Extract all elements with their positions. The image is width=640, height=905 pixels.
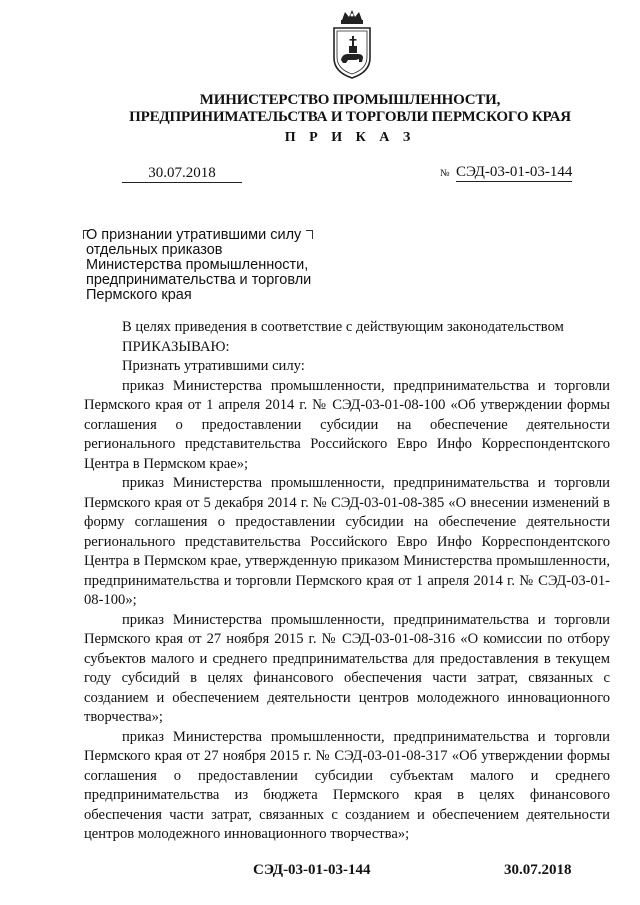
document-body: [84, 318, 610, 845]
subject-line: О признании утратившими силу: [86, 227, 302, 243]
intro-paragraph: В целях приведения в соответствие с действующим законодательством: [122, 319, 564, 335]
subject-line: Министерства промышленности,: [86, 257, 309, 273]
footer-date: 30.07.2018: [504, 862, 572, 878]
document-date: 30.07.2018: [122, 165, 242, 183]
list-item: приказ Министерства промышленности, предпринимательства и торговли Пермского края от 5 декабря 2014 г. № СЭД-03-01-08-385 «О внесении изменений в форму соглашения о предоставлении субсидии на обеспечение деятельности регионального представительства Российского Евро Инфо Корреспондентского Центра в Пермском крае, утвержденную приказом Министерства промышленности, предпринимательства и торговли Пермского края от 1 апреля 2014 г. № СЭД-03-01-08-100»;: [84, 475, 610, 608]
subject-line: отдельных приказов: [86, 242, 223, 258]
declare-paragraph: Признать утратившими силу:: [122, 358, 305, 374]
subject-line: Пермского края: [86, 287, 192, 303]
number-sign: №: [440, 168, 450, 179]
list-item: приказ Министерства промышленности, предпринимательства и торговли Пермского края от 1 апреля 2014 г. № СЭД-03-01-08-100 «Об утверждении формы соглашения о предоставлении субсидии на обеспечение деятельности регионального представительства Российского Евро Инфо Корреспондентского Центра в Пермском крае»;: [84, 377, 610, 472]
footer-document-number: СЭД-03-01-03-144: [253, 862, 371, 878]
document-number: СЭД-03-01-03-144: [456, 164, 573, 180]
subject-line: предпринимательства и торговли: [86, 272, 312, 288]
perm-krai-coat-of-arms-icon: [330, 10, 374, 80]
order-word: ПРИКАЗЫВАЮ:: [122, 338, 230, 355]
document-type: П Р И К А З: [284, 130, 416, 145]
list-item: приказ Министерства промышленности, предпринимательства и торговли Пермского края от 27 ноября 2015 г. № СЭД-03-01-08-316 «О комиссии по отбору субъектов малого и среднего предпринимательства для предоставления в текущем году субсидий в целях финансового обеспечения части затрат, связанных с созданием и обеспечением деятельности центров молодежного инновационного творчества»;: [84, 611, 610, 725]
ministry-name-line1: МИНИСТЕРСТВО ПРОМЫШЛЕННОСТИ,: [199, 92, 501, 108]
list-item: приказ Министерства промышленности, предпринимательства и торговли Пермского края от 27 ноября 2015 г. № СЭД-03-01-08-317 «Об утверждении формы соглашения о предоставлении субсидии субъектам малого и среднего предпринимательства из бюджета Пермского края в целях финансового обеспечения части затрат, связанных с созданием и обеспечением деятельности центров молодежного инновационного творчества»;: [84, 728, 610, 842]
subject-block: [86, 228, 326, 303]
ministry-name-line2: ПРЕДПРИНИМАТЕЛЬСТВА И ТОРГОВЛИ ПЕРМСКОГО КРАЯ: [129, 109, 571, 125]
